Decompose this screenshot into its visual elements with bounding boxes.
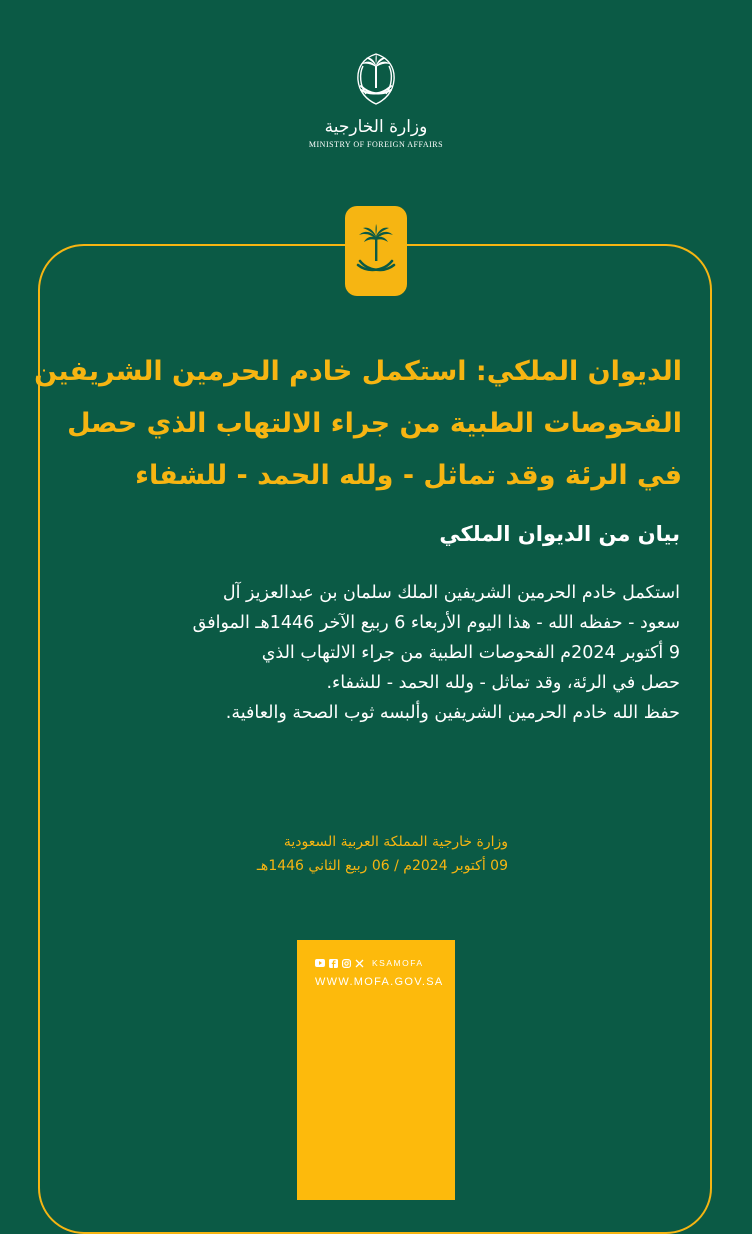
issue-date: 09 أكتوبر 2024م / 06 ربيع الثاني 1446هـ: [256, 858, 508, 874]
headline-line: الديوان الملكي: استكمل خادم الحرمين الشريفين: [34, 356, 682, 387]
facebook-icon[interactable]: [328, 958, 338, 968]
ministry-logo: [0, 48, 752, 149]
social-row: [315, 958, 424, 968]
signoff: [257, 830, 508, 878]
x-icon[interactable]: [354, 958, 364, 968]
saudi-emblem-icon: [343, 48, 409, 114]
social-handle[interactable]: KSAMOFA: [372, 958, 424, 968]
statement-line: حصل في الرئة، وقد تماثل - ولله الحمد - للشفاء.: [326, 673, 680, 693]
statement-body: [70, 578, 680, 728]
ministry-name-arabic: وزارة الخارجية: [324, 117, 428, 137]
contact-box: [297, 940, 455, 1200]
palm-swords-icon: [354, 221, 398, 281]
statement-line: استكمل خادم الحرمين الشريفين الملك سلمان بن عبدالعزيز آل: [222, 583, 680, 603]
instagram-icon[interactable]: [341, 958, 351, 968]
youtube-icon[interactable]: [315, 958, 325, 968]
statement-line: سعود - حفظه الله - هذا اليوم الأربعاء 6 ربيع الآخر 1446هـ الموافق: [192, 613, 680, 633]
headline-line: الفحوصات الطبية من جراء الالتهاب الذي حصل: [67, 408, 682, 439]
statement-line: 9 أكتوبر 2024م الفحوصات الطبية من جراء الالتهاب الذي: [261, 643, 680, 663]
emblem-badge: [345, 206, 407, 296]
statement-line: حفظ الله خادم الحرمين الشريفين وألبسه ثوب الصحة والعافية.: [225, 703, 680, 723]
headline: [34, 346, 682, 502]
ministry-name-english: MINISTRY OF FOREIGN AFFAIRS: [308, 140, 444, 149]
headline-line: في الرئة وقد تماثل - ولله الحمد - للشفاء: [135, 460, 682, 491]
statement-subtitle: بيان من الديوان الملكي: [439, 522, 680, 546]
issuer-name: وزارة خارجية المملكة العربية السعودية: [283, 834, 508, 850]
website-link[interactable]: WWW.MOFA.GOV.SA: [315, 976, 444, 988]
